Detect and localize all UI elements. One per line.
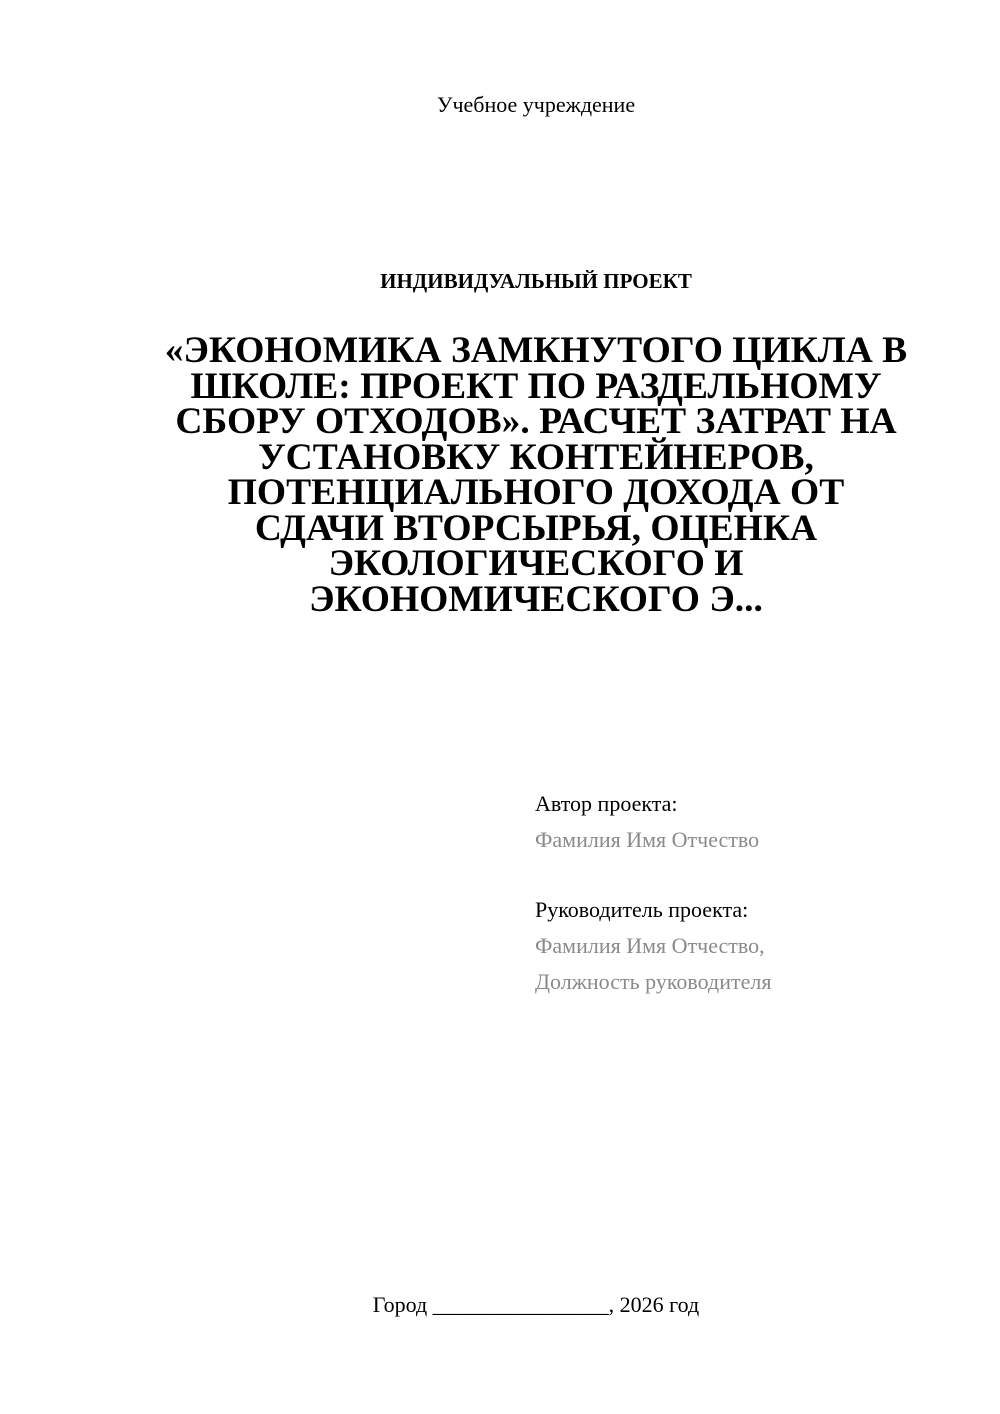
title-line: ПОТЕНЦИАЛЬНОГО ДОХОДА ОТ — [227, 472, 845, 513]
title-line: ШКОЛЕ: ПРОЕКТ ПО РАЗДЕЛЬНОМУ — [190, 365, 882, 407]
supervisor-block — [535, 892, 771, 1000]
title-line: ЭКОНОМИЧЕСКОГО Э... — [309, 578, 763, 620]
supervisor-position: Должность руководителя — [535, 969, 772, 994]
project-type-heading: ИНДИВИДУАЛЬНЫЙ ПРОЕКТ — [380, 269, 692, 293]
author-block — [535, 786, 759, 858]
title-line: СДАЧИ ВТОРСЫРЬЯ, ОЦЕНКА — [254, 507, 818, 549]
supervisor-label: Руководитель проекта: — [535, 897, 749, 922]
title-line: УСТАНОВКУ КОНТЕЙНЕРОВ, — [258, 436, 814, 478]
author-label: Автор проекта: — [535, 791, 678, 816]
author-name: Фамилия Имя Отчество — [535, 827, 760, 852]
title-line: СБОРУ ОТХОДОВ». РАСЧЕТ ЗАТРАТ НА — [175, 401, 897, 442]
city-year-line: Город ________________, 2026 год — [372, 1292, 700, 1317]
project-title — [150, 330, 922, 620]
title-line: «ЭКОНОМИКА ЗАМКНУТОГО ЦИКЛА В — [164, 330, 908, 371]
supervisor-name: Фамилия Имя Отчество, — [535, 933, 765, 958]
title-line: ЭКОЛОГИЧЕСКОГО И — [328, 543, 744, 584]
institution-name: Учебное учреждение — [436, 92, 636, 117]
